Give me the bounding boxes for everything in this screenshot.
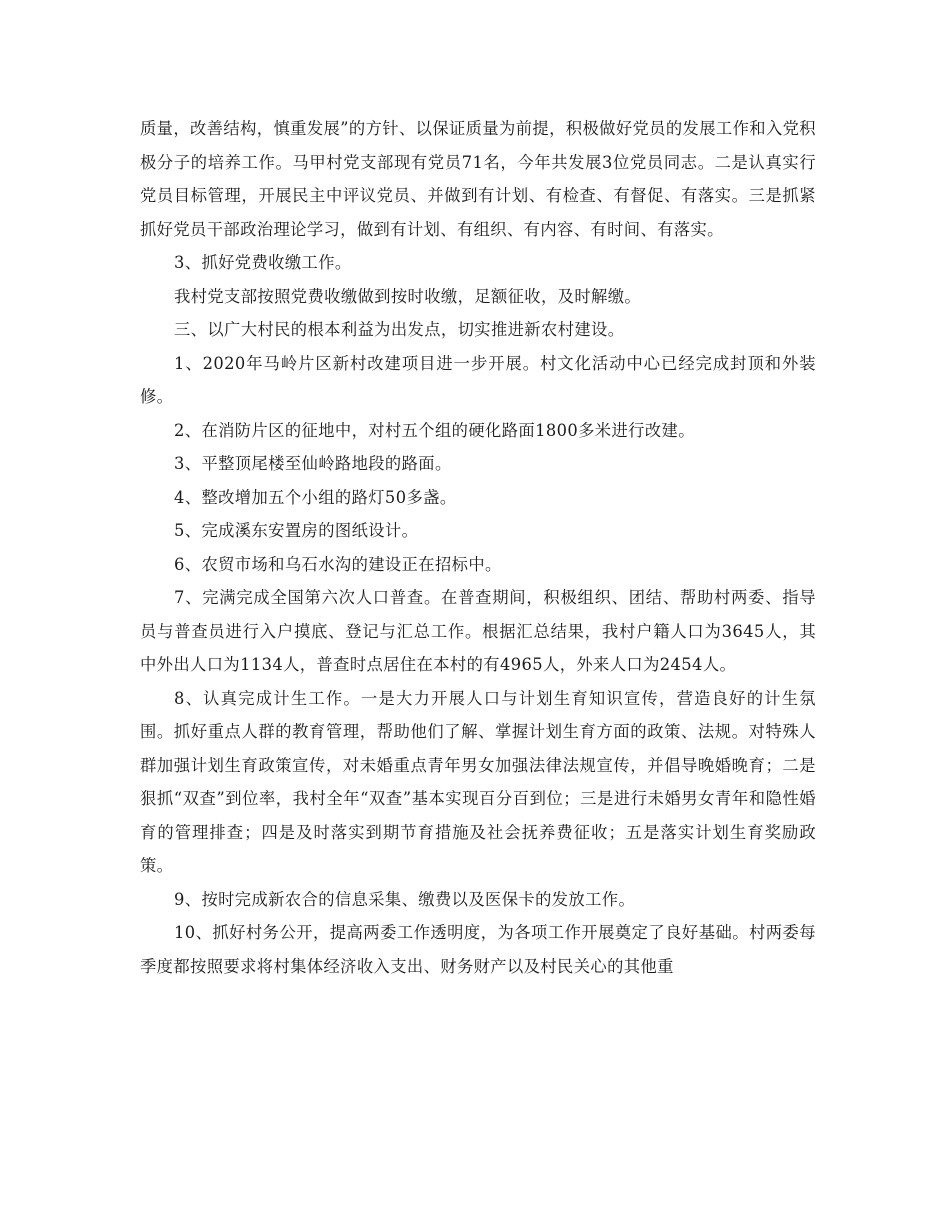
paragraph-1: 质量，改善结构，慎重发展”的方针、以保证质量为前提，积极做好党员的发展工作和入党积极分子的培养工作。马甲村党支部现有党员71名，今年共发展3位党员同志。二是认真实行党员目标管理，开展民主中评议党员、并做到有计划、有检查、有督促、有落实。三是抓紧抓好党员干部政治理论学习，做到有计划、有组织、有内容、有时间、有落实。 [140, 119, 816, 239]
paragraph-13: 9、按时完成新农合的信息采集、缴费以及医保卡的发放工作。 [174, 889, 636, 909]
paragraph-11: 7、完满完成全国第六次人口普查。在普查期间，积极组织、团结、帮助村两委、指导员与普查员进行入户摸底、登记与汇总工作。根据汇总结果，我村户籍人口为3645人，其中外出人口为1134人，普查时点居住在本村的有4965人，外来人口为2454人。 [140, 588, 816, 674]
paragraph-2: 3、抓好党费收缴工作。 [174, 253, 352, 272]
paragraph-7: 3、平整顶尾楼至仙岭路地段的路面。 [174, 454, 452, 473]
paragraph-12: 8、认真完成计生工作。一是大力开展人口与计划生育知识宣传，营造良好的计生氛围。抓好重点人群的教育管理，帮助他们了解、掌握计划生育方面的政策、法规。对特殊人群加强计划生育政策宣传，对未婚重点青年男女加强法律法规宣传，并倡导晚婚晚育；二是狠抓“双查”到位率，我村全年“双查”基本实现百分百到位；三是进行未婚男女青年和隐性婚育的管理排查；四是及时落实到期节育措施及社会抚养费征收；五是落实计划生育奖励政策。 [140, 688, 816, 875]
paragraph-5: 1、2020年马岭片区新村改建项目进一步开展。村文化活动中心已经完成封顶和外装修。 [140, 353, 816, 406]
paragraph-14: 10、抓好村务公开，提高两委工作透明度，为各项工作开展奠定了良好基础。村两委每季度都按照要求将村集体经济收入支出、财务财产以及村民关心的其他重 [140, 923, 816, 976]
paragraph-10: 6、农贸市场和乌石水沟的建设正在招标中。 [174, 554, 502, 574]
paragraph-6: 2、在消防片区的征地中，对村五个组的硬化路面1800多米进行改建。 [174, 420, 695, 440]
paragraph-8: 4、整改增加五个小组的路灯50多盏。 [174, 487, 457, 507]
paragraph-9: 5、完成溪东安置房的图纸设计。 [174, 521, 419, 540]
paragraph-3: 我村党支部按照党费收缴做到按时收缴，足额征收，及时解缴。 [174, 286, 642, 306]
document-body [140, 112, 816, 983]
paragraph-4: 三、以广大村民的根本利益为出发点，切实推进新农村建设。 [174, 320, 625, 339]
